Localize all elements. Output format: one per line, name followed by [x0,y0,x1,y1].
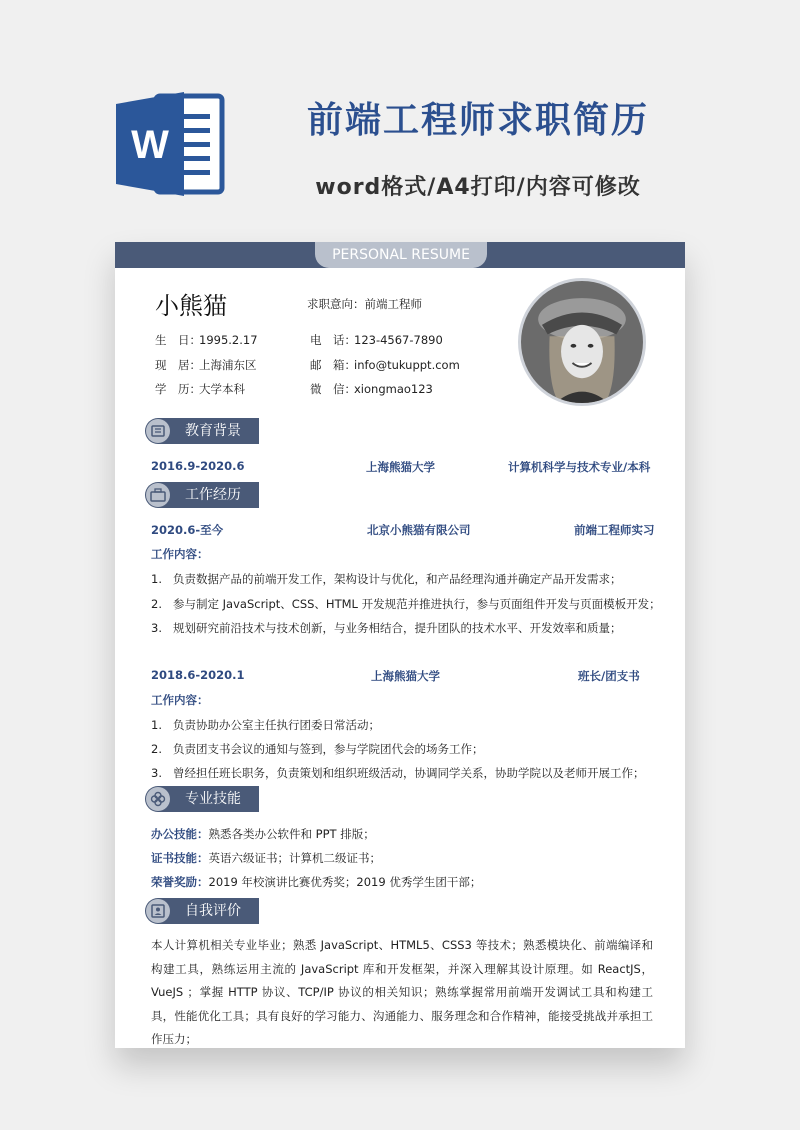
work-2-item-2: 2. 负责团支书会议的通知与签到，参与学院团代会的场务工作； [151,742,484,756]
section-skills-title: 专业技能 [185,791,241,807]
skill-certificates: 证书技能：英语六级证书；计算机二级证书； [151,851,381,865]
job-intent: 求职意向：前端工程师 [307,297,422,311]
work-1-date: 2020.6-至今 [151,523,224,537]
briefcase-icon [146,483,170,507]
email: 邮 箱：info@tukuppt.com [310,358,460,372]
section-work [145,482,259,508]
work-1-item-2: 2. 参与制定 JavaScript、CSS、HTML 开发规范并推进执行，参与页面组件开发与页面模板开发； [151,597,661,611]
skill-office: 办公技能：熟悉各类办公软件和 PPT 排版； [151,827,375,841]
education-date: 2016.9-2020.6 [151,459,245,473]
work-1-role: 前端工程师实习 [574,523,655,537]
resume-paper [115,242,685,1048]
work-2-date: 2018.6-2020.1 [151,668,245,682]
education-major: 计算机科学与技术专业/本科 [508,460,651,474]
work-2-item-1: 1. 负责协助办公室主任执行团委日常活动； [151,718,380,732]
candidate-name: 小熊猫 [155,292,227,320]
education-level: 学 历：大学本科 [155,382,245,396]
work-2-role: 班长/团支书 [578,669,640,683]
section-work-title: 工作经历 [185,487,241,503]
education-school: 上海熊猫大学 [366,460,435,474]
section-self [145,898,259,924]
section-education-title: 教育背景 [185,423,241,439]
self-evaluation-text: 本人计算机相关专业毕业；熟悉 JavaScript、HTML5、CSS3 等技术；熟悉模块化、前端编译和构建工具，熟练运用主流的 JavaScript 库和开发框架，并深入理解其设计原理。如 ReactJS，VueJS ；掌握 HTTP 协议、TCP/IP 协议的相关知识；熟练掌握常用前端开发调试工具和构建工具，性能优化工具；具有良好的学习能力、沟通能力、服务理念和合作精神，能接受挑战并承担工作压力； [151,938,653,1046]
wechat: 微 信：xiongmao123 [310,382,433,396]
work-2-org: 上海熊猫大学 [371,669,440,683]
section-skills [145,786,259,812]
portrait-icon [521,281,643,403]
avatar [518,278,646,406]
person-card-icon [146,899,170,923]
resume-banner: PERSONAL RESUME [315,242,487,268]
word-logo-icon [112,88,228,200]
education-icon [146,419,170,443]
skill-honors: 荣誉奖励：2019 年校演讲比赛优秀奖；2019 优秀学生团干部； [151,875,482,889]
section-self-title: 自我评价 [185,903,241,919]
page-subtitle: word格式/A4打印/内容可修改 [315,175,641,200]
phone: 电 话：123-4567-7890 [310,333,443,347]
work-2-content-label: 工作内容： [151,693,209,707]
work-1-org: 北京小熊猫有限公司 [367,523,471,537]
resume-top-bar [115,242,685,268]
section-education [145,418,259,444]
work-2-item-3: 3. 曾经担任班长职务，负责策划和组织班级活动，协调同学关系，协助学院以及老师开展工作； [151,766,645,780]
work-1-item-1: 1. 负责数据产品的前端开发工作，架构设计与优化，和产品经理沟通并确定产品开发需求； [151,572,622,586]
residence: 现 居：上海浦东区 [155,358,257,372]
work-1-item-3: 3. 规划研究前沿技术与技术创新，与业务相结合，提升团队的技术水平、开发效率和质量； [151,621,622,635]
word-logo-letter: W [131,123,169,167]
work-1-content-label: 工作内容： [151,547,209,561]
birthday: 生 日：1995.2.17 [155,333,258,347]
flower-icon [146,787,170,811]
page-title: 前端工程师求职简历 [306,100,649,141]
